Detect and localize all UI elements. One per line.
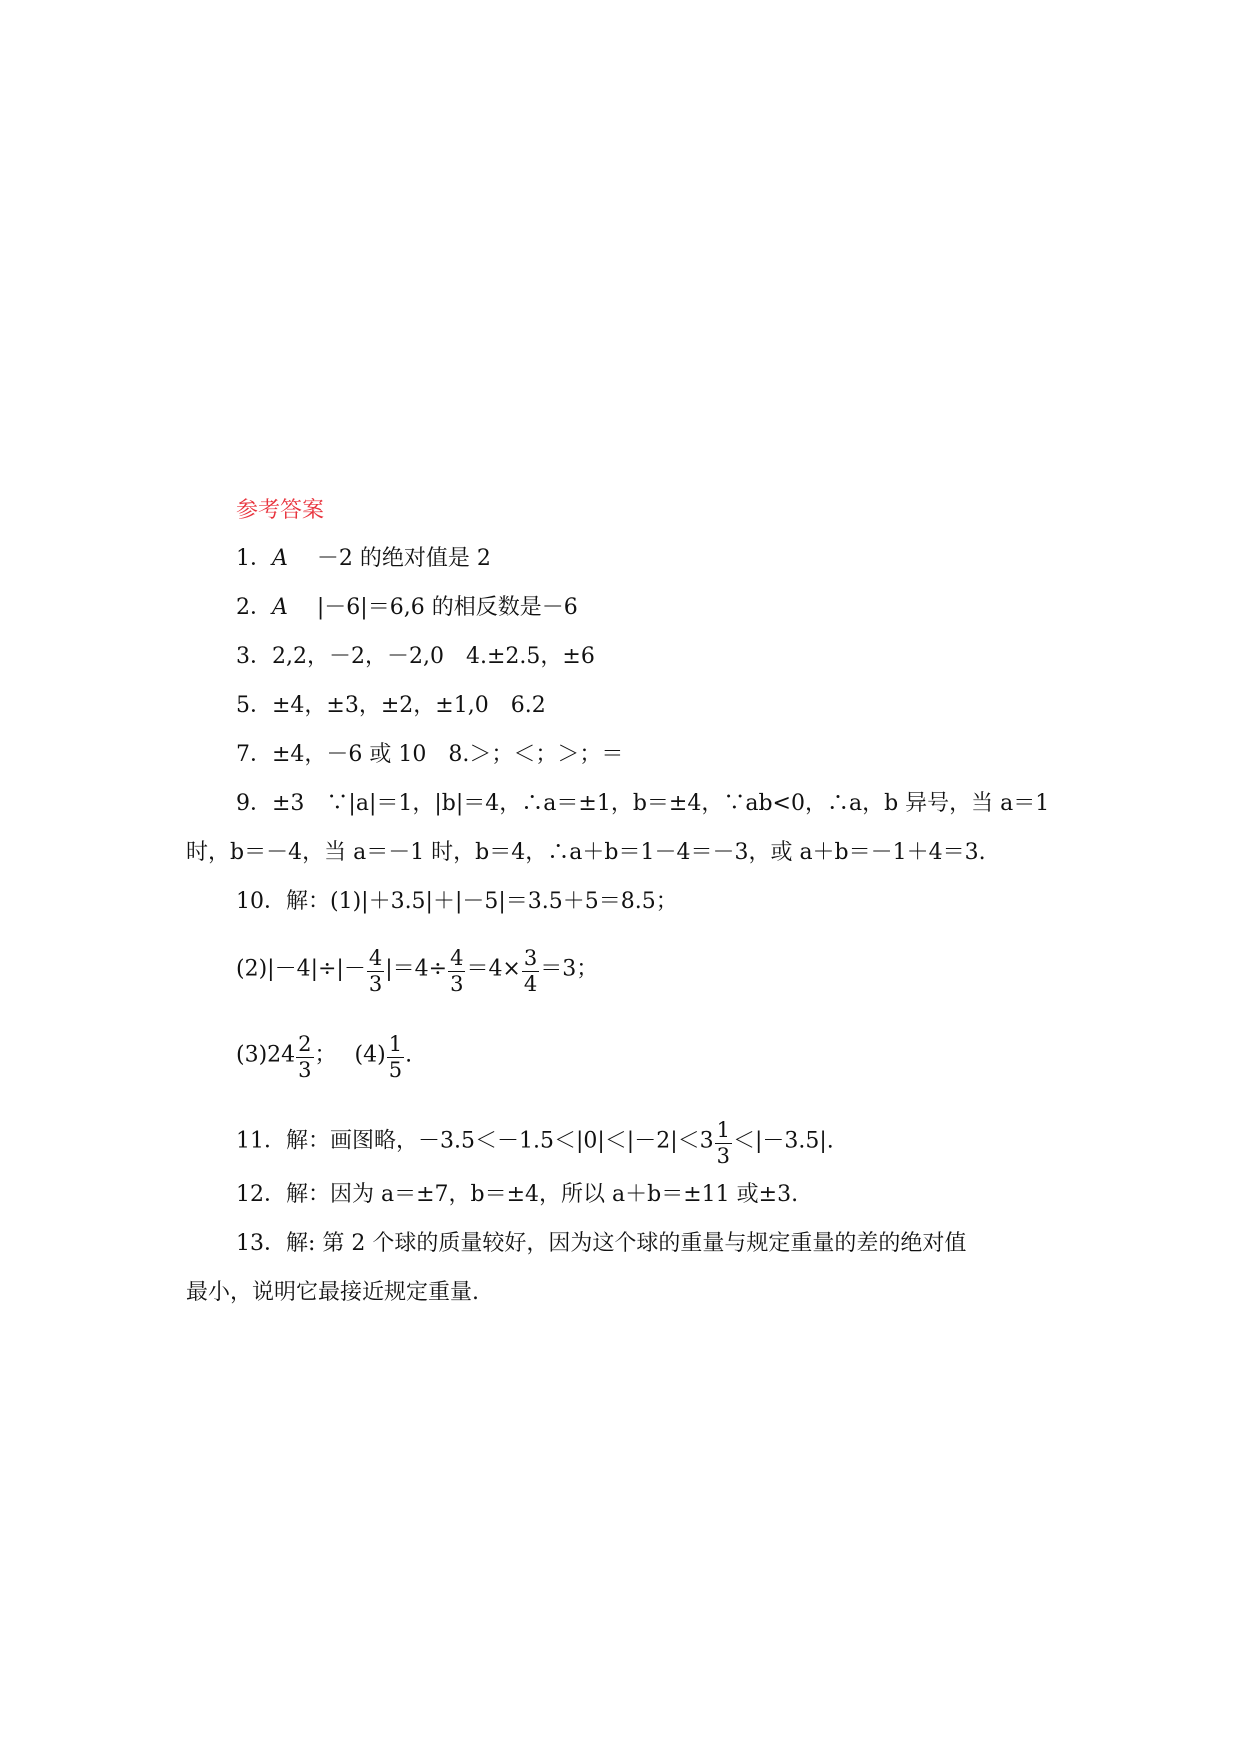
expr-text: ； (4) — [314, 1042, 386, 1068]
answer-1-choice: A — [272, 546, 288, 571]
answer-9-line-1: 9．±3 ∵|a|＝1，|b|＝4，∴a＝±1，b＝±4，∵ab<0，∴a，b 异号，当 a＝1 — [236, 791, 1050, 816]
answer-key-title: 参考答案 — [236, 498, 325, 523]
answer-10-part-2 — [236, 944, 598, 995]
denominator: 3 — [368, 972, 383, 996]
answer-1-text: －2 的绝对值是 2 — [316, 546, 491, 571]
answer-5-6: 5．±4，±3，±2，±1,0 6.2 — [236, 693, 546, 718]
expr-text: 11．解：画图略，－3.5＜－1.5＜|0|＜|－2|＜3 — [236, 1128, 714, 1154]
expr-text: ＝3； — [540, 956, 599, 982]
answer-2-number: 2． — [236, 595, 272, 620]
answer-12: 12．解：因为 a＝±7，b＝±4，所以 a＋b＝±11 或±3. — [236, 1182, 799, 1207]
answer-2 — [236, 593, 578, 623]
answer-9-line-2: 时，b＝－4，当 a＝－1 时，b＝4，∴a＋b＝1－4＝－3，或 a＋b＝－1＋4＝3. — [186, 840, 986, 865]
fraction — [522, 946, 539, 997]
numerator: 3 — [523, 946, 538, 970]
expr-text: . — [405, 1042, 413, 1068]
fraction — [715, 1118, 732, 1169]
fraction — [367, 946, 384, 997]
answer-11 — [236, 1116, 834, 1167]
expr-text: (3)24 — [236, 1042, 296, 1068]
answer-1 — [236, 544, 491, 574]
denominator: 5 — [388, 1058, 403, 1082]
denominator: 3 — [450, 972, 464, 996]
answer-7-8: 7．±4，－6 或 10 8.＞；＜；＞；＝ — [236, 742, 624, 767]
numerator: 4 — [368, 946, 383, 970]
answer-10-part-1: 10．解：(1)|＋3.5|＋|－5|＝3.5＋5＝8.5； — [236, 889, 678, 914]
expr-text: |＝4÷ — [385, 956, 448, 982]
answer-13-line-2: 最小，说明它最接近规定重量. — [186, 1280, 479, 1305]
fraction — [448, 946, 465, 997]
numerator: 2 — [298, 1032, 312, 1056]
expr-text: (2)|－4|÷|－ — [236, 956, 366, 982]
numerator: 1 — [716, 1118, 730, 1142]
numerator: 1 — [388, 1032, 403, 1056]
expr-text: ＜|－3.5|. — [733, 1128, 834, 1154]
fraction — [296, 1032, 313, 1083]
answer-2-choice: A — [272, 595, 288, 620]
answer-2-text: |－6|＝6,6 的相反数是－6 — [316, 595, 578, 620]
denominator: 4 — [523, 972, 538, 996]
denominator: 3 — [298, 1058, 312, 1082]
fraction — [387, 1032, 404, 1083]
expr-text: ＝4× — [466, 956, 521, 982]
answer-1-number: 1． — [236, 546, 272, 571]
answer-13-line-1: 13．解: 第 2 个球的质量较好，因为这个球的重量与规定重量的差的绝对值 — [236, 1231, 967, 1256]
answer-3-4: 3．2,2，－2，－2,0 4.±2.5，±6 — [236, 644, 595, 669]
numerator: 4 — [450, 946, 464, 970]
denominator: 3 — [716, 1144, 730, 1168]
answer-10-part-3-4 — [236, 1030, 412, 1081]
